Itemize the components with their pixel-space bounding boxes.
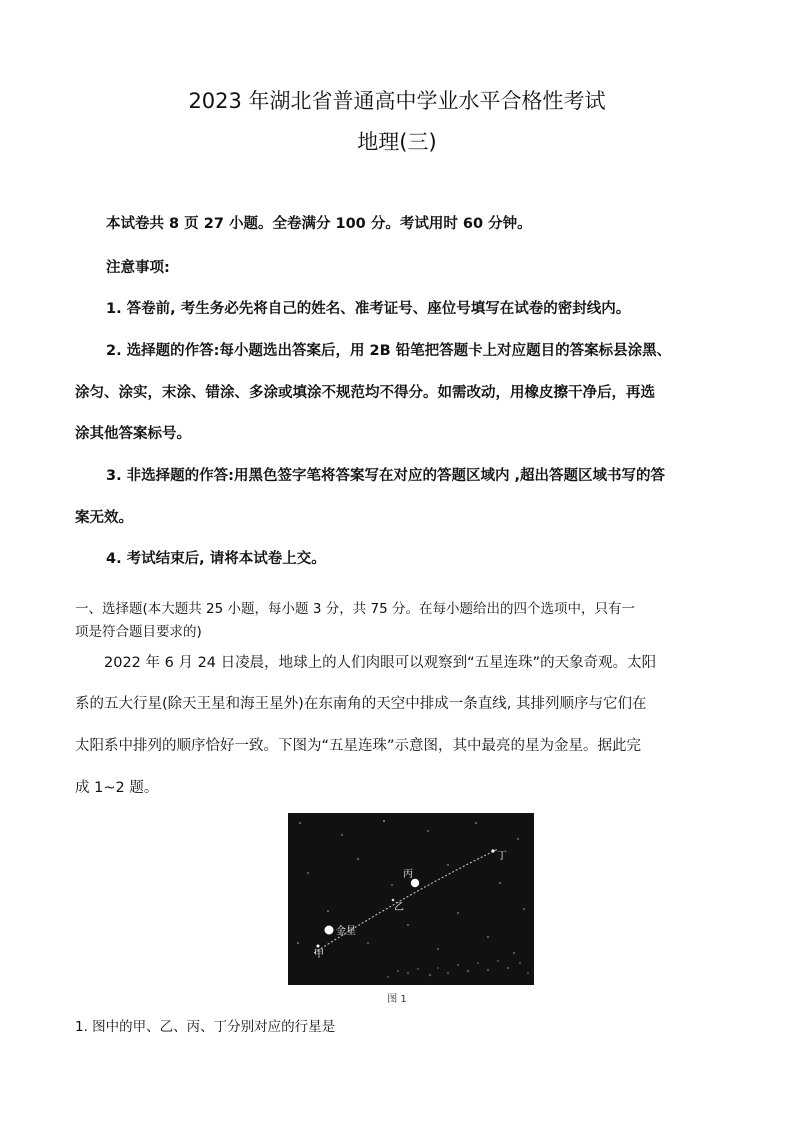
- exam-title: 2023 年湖北省普通高中学业水平合格性考试: [188, 89, 606, 113]
- label-jia: 甲: [314, 949, 324, 960]
- five-planets-figure: [288, 813, 534, 985]
- section-heading-line-2: 项是符合题目要求的): [75, 624, 202, 640]
- label-yi: 乙: [394, 902, 404, 913]
- figure-svg: [288, 813, 534, 985]
- figure-caption: 图 1: [387, 994, 407, 1005]
- planet-jia: [317, 945, 320, 948]
- notice-item-2-line-1: 2. 选择题的作答:每小题选出答案后，用 2B 铅笔把答题卡上对应题目的答案标县涂黑、: [106, 343, 672, 359]
- passage-line-1: 2022 年 6 月 24 日凌晨，地球上的人们肉眼可以观察到“五星连珠”的天象奇观。太阳: [104, 655, 657, 671]
- instructions-intro: 本试卷共 8 页 27 小题。全卷满分 100 分。考试用时 60 分钟。: [106, 216, 532, 232]
- notice-item-2-line-2: 涂匀、涂实，末涂、错涂、多涂或填涂不规范均不得分。如需改动，用橡皮擦干净后，再选: [75, 385, 655, 401]
- exam-subtitle: 地理(三): [357, 130, 437, 154]
- passage-line-2: 系的五大行星(除天王星和海王星外)在东南角的天空中排成一条直线, 其排列顺序与它们在: [75, 696, 647, 712]
- label-ding: 丁: [497, 851, 507, 862]
- question-1: 1. 图中的甲、乙、丙、丁分别对应的行星是: [75, 1019, 336, 1035]
- label-venus: 金星: [336, 926, 356, 937]
- night-sky: [288, 813, 534, 985]
- planet-bing: [411, 879, 419, 887]
- passage-line-4: 成 1~2 题。: [75, 780, 159, 796]
- passage-line-3: 太阳系中排列的顺序恰好一致。下图为“五星连珠”示意图，其中最亮的星为金星。据此完: [75, 738, 642, 754]
- section-heading-line-1: 一、选择题(本大题共 25 小题，每小题 3 分，共 75 分。在每小题给出的四个选项中，只有一: [75, 601, 635, 617]
- planet-ding: [491, 849, 494, 852]
- notice-item-1: 1. 答卷前, 考生务必先将自己的姓名、准考证号、座位号填写在试卷的密封线内。: [106, 301, 631, 317]
- notice-heading: 注意事项:: [106, 260, 170, 276]
- notice-item-2-line-3: 涂其他答案标号。: [75, 426, 191, 442]
- planet-venus: [325, 926, 334, 935]
- planet-yi: [392, 899, 395, 902]
- notice-item-4: 4. 考试结束后, 请将本试卷上交。: [106, 551, 326, 567]
- label-bing: 丙: [403, 869, 413, 880]
- notice-item-3-line-2: 案无效。: [75, 510, 133, 526]
- notice-item-3-line-1: 3. 非选择题的作答:用黑色签字笔将答案写在对应的答题区域内 ,超出答题区域书写的答: [106, 468, 665, 484]
